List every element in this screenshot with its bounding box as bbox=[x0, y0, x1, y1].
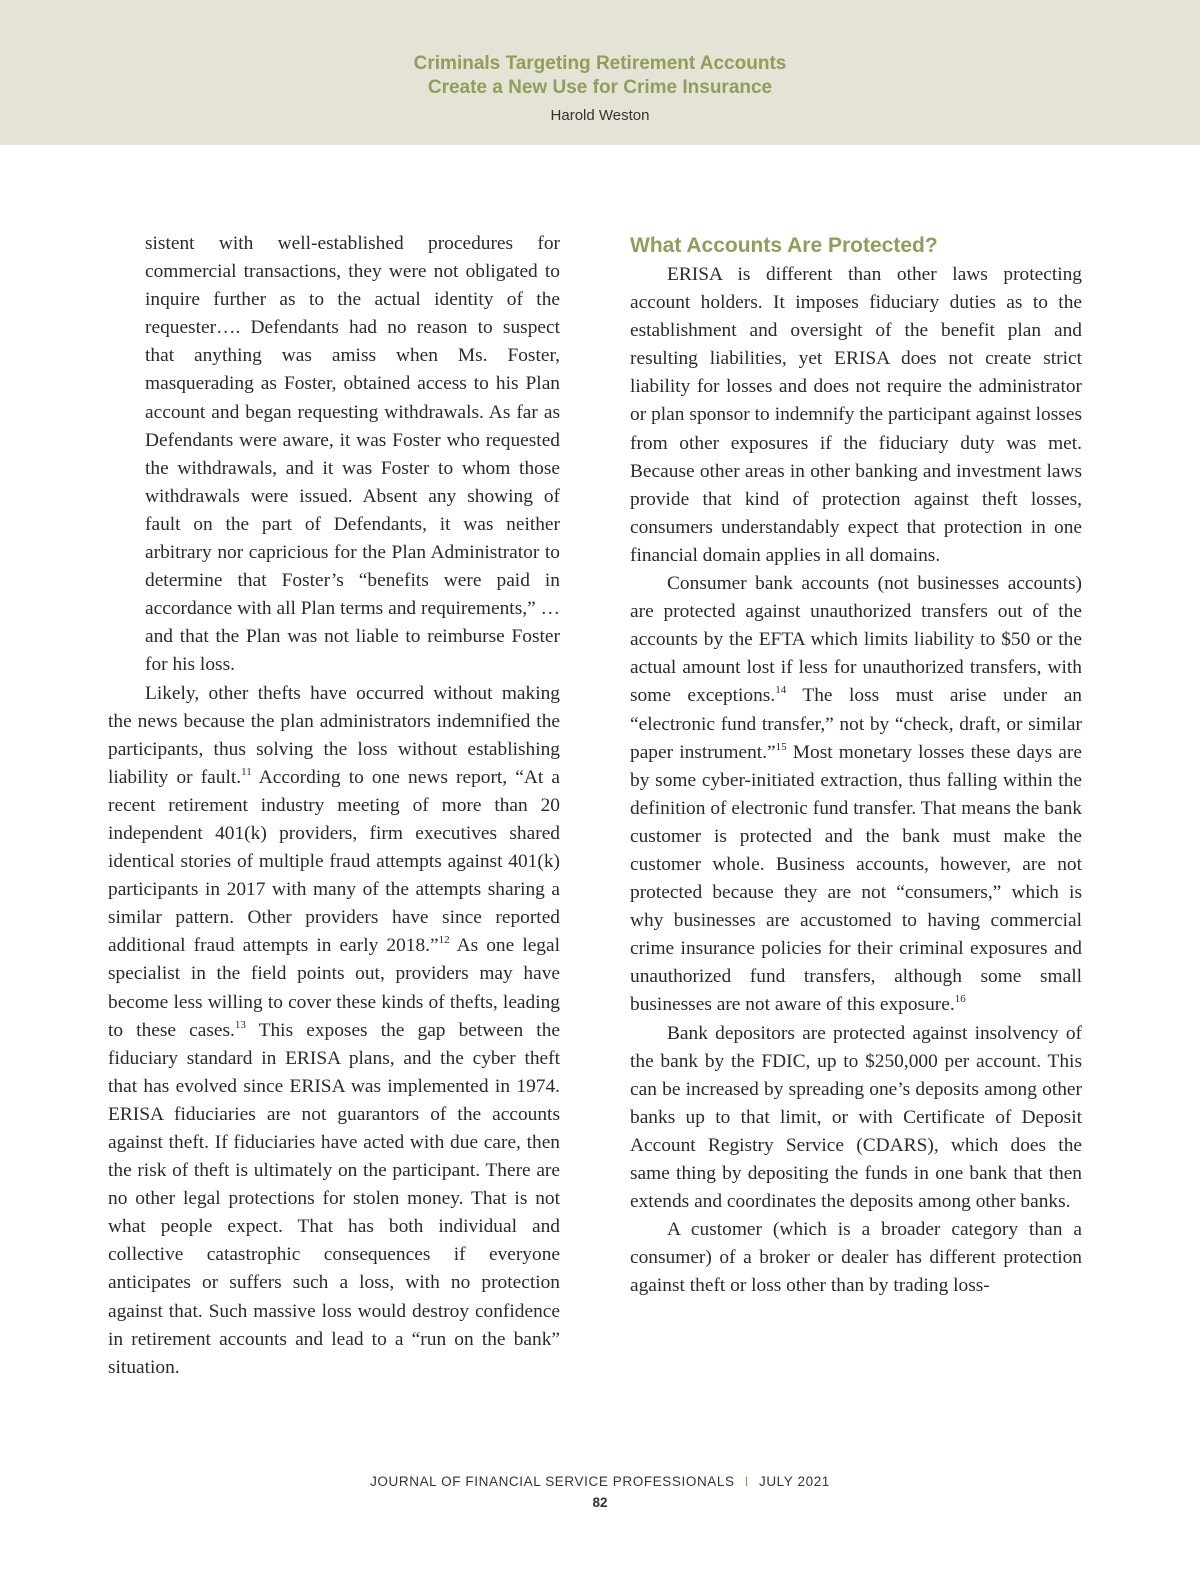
paragraph-erisa: ERISA is different than other laws protecting account holders. It imposes fiduciary duties as to the establishment and oversight of the benefit plan and resulting liabilities, yet ERISA does not create strict liability for losses and does not require the administrator or plan sponsor to indemnify the participant against losses from other exposures if the fiduciary duty was met. Because other areas in other banking and investment laws provide that kind of protection against theft losses, consumers understandably expect that protection in one financial domain applies in all domains. bbox=[630, 264, 1082, 566]
paragraph-text: As one legal specialist in the field points out, providers may have become less willing to cover these kinds of thefts, leading to these cases. bbox=[108, 935, 560, 1041]
paragraph-text: The loss must arise under an “electronic fund transfer,” not by “check, draft, or similar paper instrument.” bbox=[630, 685, 1082, 763]
running-header bbox=[0, 0, 1200, 145]
block-quote bbox=[145, 230, 560, 680]
footnote-ref-12: 12 bbox=[438, 934, 450, 947]
footnote-ref-15: 15 bbox=[775, 740, 787, 753]
footer-separator: I bbox=[744, 1474, 749, 1489]
paragraph-text: According to one news report, “At a recent retirement industry meeting of more than 20 independent 401(k) providers, firm executives shared identical stories of multiple fraud attempts against 401(k) participants in 2017 with many of the attempts sharing a similar pattern. Other providers have since reported additional fraud attempts in early 2018.” bbox=[108, 766, 560, 957]
paragraph-consumer-bank bbox=[630, 570, 1082, 1020]
footnote-ref-13: 13 bbox=[234, 1018, 246, 1031]
footer-journal-line bbox=[0, 1474, 1200, 1489]
paragraph-broker: A customer (which is a broader category than a consumer) of a broker or dealer has different protection against theft or loss other than by trading loss- bbox=[630, 1219, 1082, 1297]
paragraph-text: Likely, other thefts have occurred without making the news because the plan administrators indemnified the participants, thus solving the loss without establishing liability or fault. bbox=[108, 682, 560, 788]
right-column bbox=[630, 230, 1082, 1300]
section-heading: What Accounts Are Protected? bbox=[630, 234, 938, 257]
paragraph-thefts bbox=[108, 680, 560, 1382]
article-title-line-2: Create a New Use for Crime Insurance bbox=[427, 77, 773, 98]
paragraph-text: This exposes the gap between the fiduciary standard in ERISA plans, and the cyber theft that has evolved since ERISA was implemented in 1974. ERISA fiduciaries are not guarantors of the accounts against theft. If fiduciaries have acted with due care, then the risk of theft is ultimately on the participant. There are no other legal protections for stolen money. That is not what people expect. That has both individual and collective catastrophic consequences if everyone anticipates or suffers such a loss, with no protection against that. Such massive loss would destroy confidence in retirement accounts and lead to a “run on the bank” situation. bbox=[108, 1019, 560, 1378]
footnote-ref-16: 16 bbox=[954, 993, 966, 1006]
issue-date: JULY 2021 bbox=[758, 1474, 830, 1489]
paragraph-fdic: Bank depositors are protected against insolvency of the bank by the FDIC, up to $250,000 per account. This can be increased by spreading one’s deposits among other banks up to that limit, or with Certificate of Deposit Account Registry Service (CDARS), which does the same thing by depositing the funds in one bank that then extends and coordinates the deposits among other banks. bbox=[630, 1022, 1082, 1213]
paragraph-text: Most monetary losses these days are by some cyber-initiated extraction, thus falling within the definition of electronic fund transfer. That means the bank customer is protected and the bank must make the customer whole. Business accounts, however, are not protected because they are not “consumers,” which is why businesses are accustomed to having commercial crime insurance policies for their criminal exposures and unauthorized fund transfers, although some small businesses are not aware of this exposure. bbox=[630, 741, 1082, 1016]
page-number: 82 bbox=[592, 1495, 608, 1510]
quote-text: sistent with well-established procedures for commercial transactions, they were not obligated to inquire further as to the actual identity of the requester…. Defendants had no reason to suspect that anything was amiss when Ms. Foster, masquerading as Foster, obtained access to his Plan account and began requesting withdrawals. As far as Defendants were aware, it was Foster who requested the withdrawals, and it was Foster to whom those withdrawals were issued. Absent any showing of fault on the part of Defendants, it was neither arbitrary nor capricious for the Plan Administrator to determine that Foster’s “benefits were paid in accordance with all Plan terms and requirements,” … and that the Plan was not liable to reimburse Foster for his loss. bbox=[145, 233, 560, 676]
paragraph-text: Consumer bank accounts (not businesses accounts) are protected against unauthorized transfers out of the accounts by the EFTA which limits liability to $50 or the actual amount lost if less for unauthorized transfers, with some exceptions. bbox=[630, 573, 1082, 707]
left-column bbox=[108, 230, 560, 1382]
running-footer bbox=[0, 1474, 1200, 1510]
journal-name: JOURNAL OF FINANCIAL SERVICE PROFESSIONALS bbox=[370, 1474, 735, 1489]
footnote-ref-14: 14 bbox=[775, 684, 787, 697]
article-author: Harold Weston bbox=[550, 107, 650, 124]
footnote-ref-11: 11 bbox=[241, 765, 252, 778]
article-title-line-1: Criminals Targeting Retirement Accounts bbox=[413, 53, 787, 74]
